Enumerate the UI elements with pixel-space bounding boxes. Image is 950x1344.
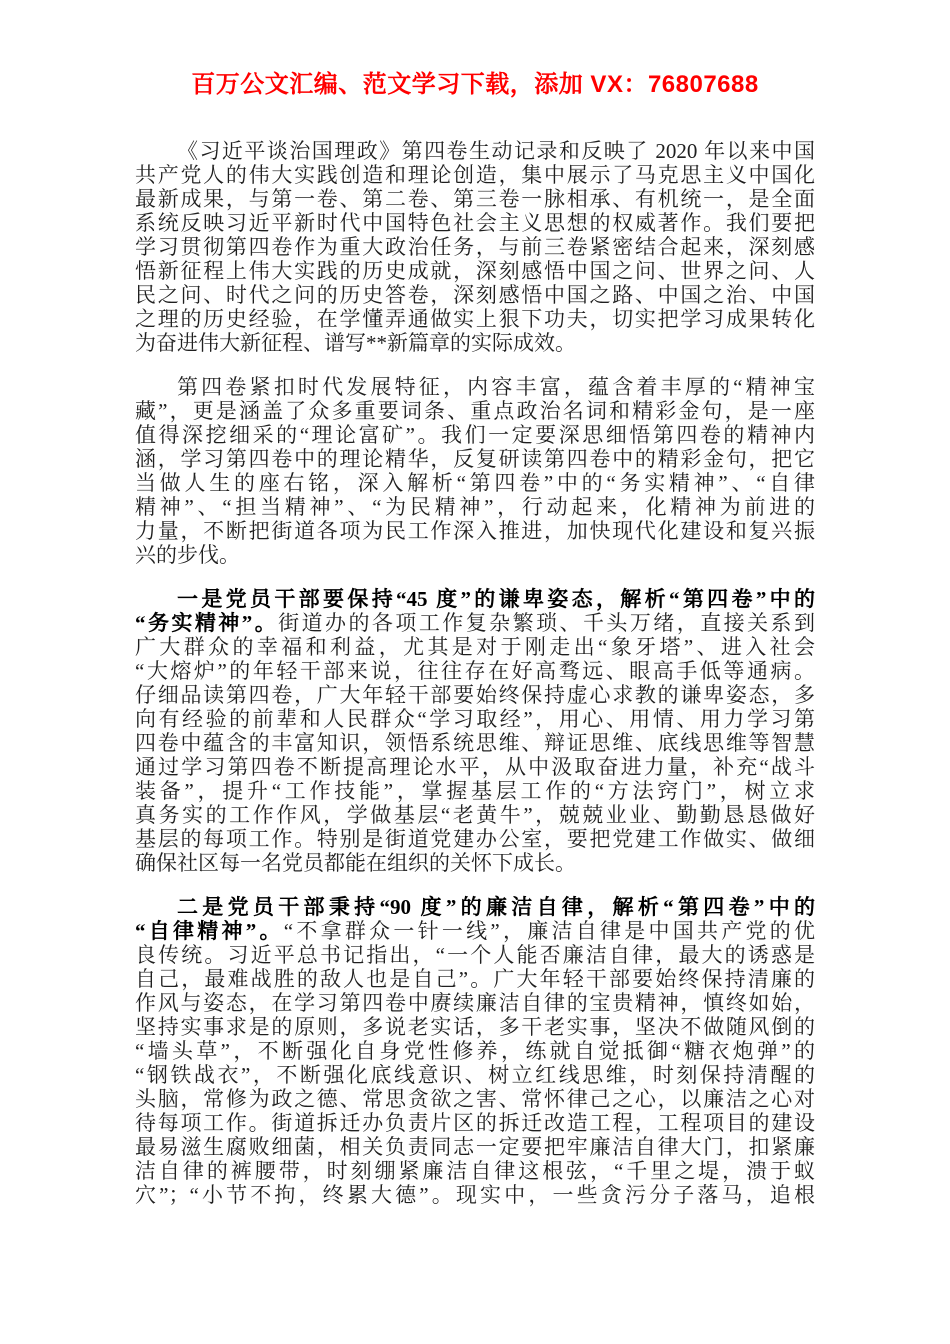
text-line xyxy=(135,803,815,827)
body-text: 基层的每项工作。特别是街道党建办公室，要把党建工作做实、做细 xyxy=(135,827,815,851)
body-text: 穴”；“小节不拘，终累大德”。现实中，一些贪污分子落马，追根 xyxy=(135,1183,815,1207)
text-line xyxy=(135,827,815,851)
body-text: 四卷中蕴含的丰富知识，领悟系统思维、辩证思维、底线思维等智慧 xyxy=(135,731,815,755)
text-line xyxy=(135,967,815,991)
document-body xyxy=(135,139,815,1207)
text-line xyxy=(135,1183,815,1207)
body-text: 第四卷紧扣时代发展特征，内容丰富，蕴含着丰厚的“精神宝 xyxy=(177,375,815,399)
text-line xyxy=(135,991,815,1015)
text-line xyxy=(135,283,815,307)
text-line xyxy=(135,259,815,283)
text-line xyxy=(135,611,815,635)
body-text: 涵，学习第四卷中的理论精华，反复研读第四卷中的精彩金句，把它 xyxy=(135,447,815,471)
body-text: 悟新征程上伟大实践的历史成就，深刻感悟中国之问、世界之问、人 xyxy=(135,259,815,283)
body-text: 系统反映习近平新时代中国特色社会主义思想的权威著作。我们要把 xyxy=(135,211,815,235)
body-text: 最易滋生腐败细菌，相关负责同志一定要把牢廉洁自律大门，扣紧廉 xyxy=(135,1135,815,1159)
text-line xyxy=(135,755,815,779)
text-line xyxy=(135,895,815,919)
text-line xyxy=(135,375,815,399)
bold-text: “务实精神”。 xyxy=(135,611,279,635)
text-line xyxy=(135,471,815,495)
body-text: 良传统。习近平总书记指出，“一个人能否廉洁自律，最大的诱惑是 xyxy=(135,943,815,967)
body-text: 为奋进伟大新征程、谱写**新篇章的实际成效。 xyxy=(135,331,576,355)
body-text: “大熔炉”的年轻干部来说，往往存在好高骛远、眼高手低等通病。 xyxy=(135,659,815,683)
text-line xyxy=(135,943,815,967)
body-text: “钢铁战衣”，不断强化底线意识、树立红线思维，时刻保持清醒的 xyxy=(135,1063,815,1087)
text-line xyxy=(135,211,815,235)
body-text: “墙头草”，不断强化自身党性修养，练就自觉抵御“糖衣炮弹”的 xyxy=(135,1039,815,1063)
body-text: 坚持实事求是的原则，多说老实话，多干老实事，坚决不做随风倒的 xyxy=(135,1015,815,1039)
body-text: 《习近平谈治国理政》第四卷生动记录和反映了 2020 年以来中国 xyxy=(177,139,815,163)
body-text: 广大群众的幸福和利益，尤其是对于刚走出“象牙塔”、进入社会 xyxy=(135,635,815,659)
body-text: 共产党人的伟大实践创造和理论创造，集中展示了马克思主义中国化 xyxy=(135,163,815,187)
body-text: 值得深挖细采的“理论富矿”。我们一定要深思细悟第四卷的精神内 xyxy=(135,423,815,447)
text-line xyxy=(135,1111,815,1135)
text-line xyxy=(135,187,815,211)
text-line xyxy=(135,1135,815,1159)
body-text: 头脑，常修为政之德、常思贪欲之害、常怀律己之心，以廉洁之心对 xyxy=(135,1087,815,1111)
body-text: 装备”，提升“工作技能”，掌握基层工作的“方法窍门”，树立求 xyxy=(135,779,815,803)
body-text: 最新成果，与第一卷、第二卷、第三卷一脉相承、有机统一，是全面 xyxy=(135,187,815,211)
body-text: 作风与姿态，在学习第四卷中赓续廉洁自律的宝贵精神，慎终如始， xyxy=(135,991,815,1015)
body-text: 力量，不断把街道各项为民工作深入推进，加快现代化建设和复兴振 xyxy=(135,519,815,543)
body-text: 待每项工作。街道拆迁办负责片区的拆迁改造工程，工程项目的建设 xyxy=(135,1111,815,1135)
body-text: 通过学习第四卷不断提高理论水平，从中汲取奋进力量，补充“战斗 xyxy=(135,755,815,779)
paragraph xyxy=(135,375,815,567)
text-line xyxy=(135,635,815,659)
body-text: 确保社区每一名党员都能在组织的关怀下成长。 xyxy=(135,851,576,875)
text-line xyxy=(135,683,815,707)
body-text: 之理的历史经验，在学懂弄通做实上狠下功夫，切实把学习成果转化 xyxy=(135,307,815,331)
body-text: 洁自律的裤腰带，时刻绷紧廉洁自律这根弦，“千里之堤，溃于蚁 xyxy=(135,1159,815,1183)
bold-text: 一是党员干部要保持“45 度”的谦卑姿态，解析“第四卷”中的 xyxy=(177,587,815,611)
text-line xyxy=(135,331,815,355)
text-line xyxy=(135,235,815,259)
bold-text: “自律精神”。 xyxy=(135,919,284,943)
paragraph xyxy=(135,139,815,355)
body-text: 民之问、时代之问的历史答卷，深刻感悟中国之路、中国之治、中国 xyxy=(135,283,815,307)
body-text: 学习贯彻第四卷作为重大政治任务，与前三卷紧密结合起来，深刻感 xyxy=(135,235,815,259)
body-text: 向有经验的前辈和人民群众“学习取经”，用心、用情、用力学习第 xyxy=(135,707,815,731)
body-text: 仔细品读第四卷，广大年轻干部要始终保持虚心求教的谦卑姿态，多 xyxy=(135,683,815,707)
paragraph xyxy=(135,587,815,875)
text-line xyxy=(135,399,815,423)
text-line xyxy=(135,1039,815,1063)
bold-text: 二是党员干部秉持“90 度”的廉洁自律，解析“第四卷”中的 xyxy=(177,895,815,919)
text-line xyxy=(135,423,815,447)
text-line xyxy=(135,1063,815,1087)
body-text: 精神”、“担当精神”、“为民精神”，行动起来，化精神为前进的 xyxy=(135,495,815,519)
text-line xyxy=(135,731,815,755)
text-line xyxy=(135,543,815,567)
text-line xyxy=(135,707,815,731)
body-text: 街道办的各项工作复杂繁琐、千头万绪，直接关系到 xyxy=(278,611,816,635)
text-line xyxy=(135,1159,815,1183)
body-text: 兴的步伐。 xyxy=(135,543,240,567)
body-text: 藏”，更是涵盖了众多重要词条、重点政治名词和精彩金句，是一座 xyxy=(135,399,815,423)
body-text: 当做人生的座右铭，深入解析“第四卷”中的“务实精神”、“自律 xyxy=(135,471,815,495)
text-line xyxy=(135,307,815,331)
text-line xyxy=(135,659,815,683)
promo-header-text: 百万公文汇编、范文学习下载，添加 VX：76807688 xyxy=(191,71,759,98)
text-line xyxy=(135,447,815,471)
text-line xyxy=(135,139,815,163)
text-line xyxy=(135,851,815,875)
text-line xyxy=(135,779,815,803)
body-text: “不拿群众一针一线”，廉洁自律是中国共产党的优 xyxy=(283,919,816,943)
body-text: 自己，最难战胜的敌人也是自己”。广大年轻干部要始终保持清廉的 xyxy=(135,967,815,991)
text-line xyxy=(135,163,815,187)
body-text: 真务实的工作作风，学做基层“老黄牛”，兢兢业业、勤勤恳恳做好 xyxy=(135,803,815,827)
text-line xyxy=(135,919,815,943)
text-line xyxy=(135,519,815,543)
text-line xyxy=(135,495,815,519)
text-line xyxy=(135,587,815,611)
paragraph xyxy=(135,895,815,1207)
text-line xyxy=(135,1015,815,1039)
text-line xyxy=(135,1087,815,1111)
